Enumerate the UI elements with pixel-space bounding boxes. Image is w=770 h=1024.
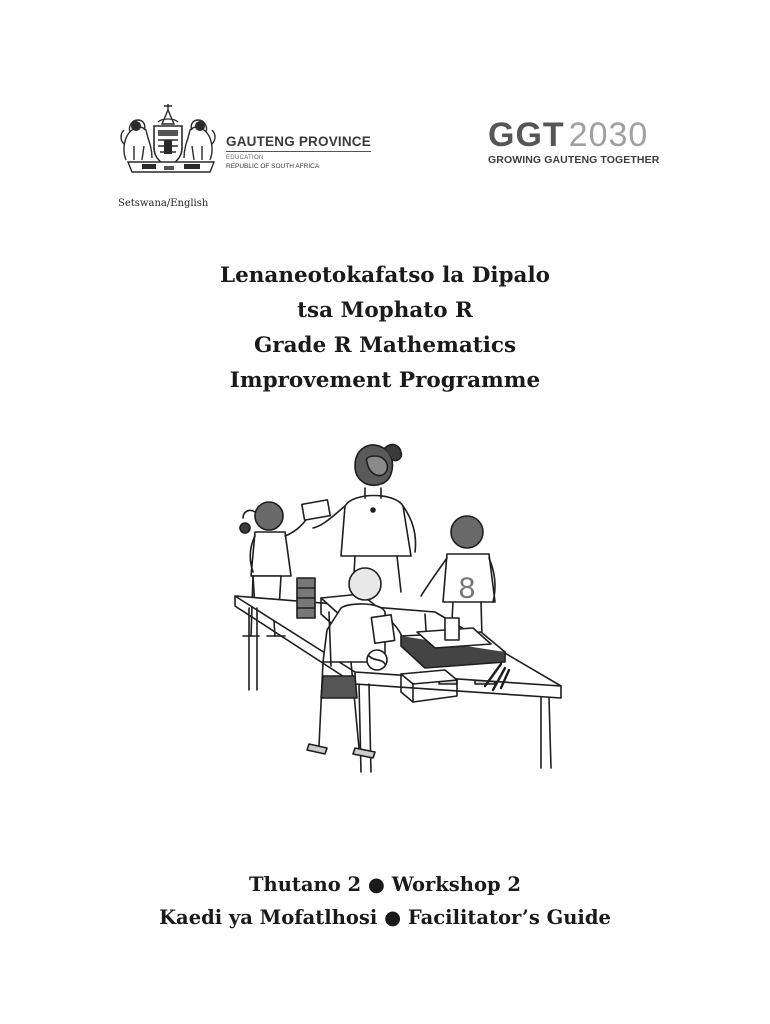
gauteng-department: EDUCATION bbox=[226, 155, 264, 161]
gauteng-province-logo bbox=[118, 100, 388, 180]
ggt-2030-logo bbox=[488, 118, 668, 166]
number-card-digit: 8 bbox=[458, 572, 476, 605]
title-line: Improvement Programme bbox=[229, 368, 541, 393]
workshop-line: Thutano 2 ● Workshop 2 bbox=[249, 873, 521, 896]
gauteng-province-title: GAUTENG PROVINCE bbox=[226, 134, 371, 152]
coat-of-arms-icon bbox=[118, 100, 226, 180]
ggt-wordmark-year: 2030 bbox=[568, 116, 649, 154]
document-title bbox=[0, 258, 770, 398]
guide-line: Kaedi ya Mofatlhosi ● Facilitator’s Guide bbox=[159, 906, 611, 929]
title-line: tsa Mophato R bbox=[297, 298, 473, 323]
title-line: Lenaneotokafatso la Dipalo bbox=[219, 263, 551, 288]
language-label: Setswana/English bbox=[118, 198, 209, 209]
ggt-tagline: GROWING GAUTENG TOGETHER bbox=[488, 154, 660, 166]
classroom-children-table-illustration bbox=[205, 436, 565, 776]
ggt-wordmark-letters: GGT bbox=[488, 116, 565, 154]
title-line: Grade R Mathematics bbox=[253, 333, 517, 358]
gauteng-country: REPUBLIC OF SOUTH AFRICA bbox=[226, 163, 320, 170]
ggt-wordmark bbox=[488, 118, 668, 152]
workshop-subtitle bbox=[0, 868, 770, 934]
